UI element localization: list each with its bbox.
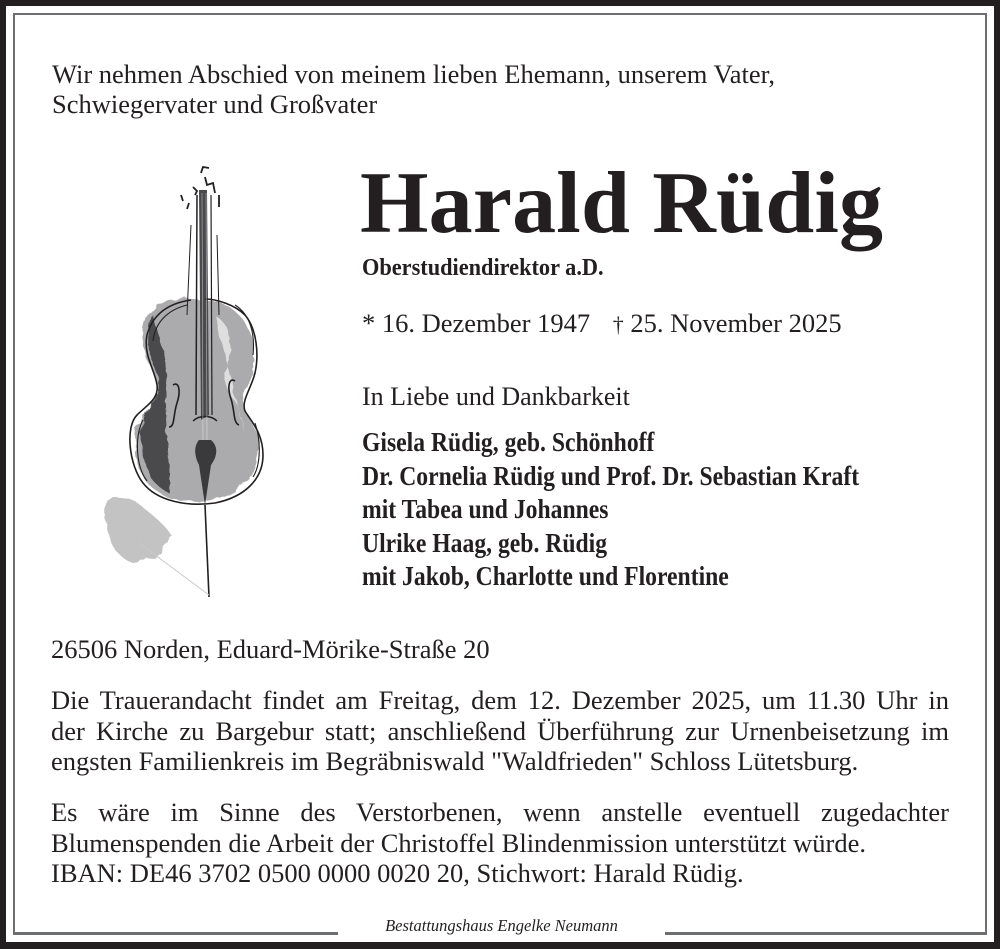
service-paragraph: [51, 685, 949, 777]
life-dates: [362, 308, 842, 339]
deceased-title: Oberstudiendirektor a.D.: [362, 255, 604, 281]
birth-date: 16. Dezember 1947: [381, 308, 591, 338]
family-address: 26506 Norden, Eduard-Mörike-Straße 20: [51, 634, 490, 664]
birth-symbol: *: [362, 308, 376, 338]
service-line: der Kirche zu Bargebur statt; anschließend Überführung zur Urnenbeisetzung im: [51, 715, 949, 746]
intro-text: [52, 60, 775, 119]
mourner-line: mit Jakob, Charlotte und Florentine: [362, 560, 729, 592]
donation-paragraph: [51, 797, 949, 889]
intro-line-1: Wir nehmen Abschied von meinem lieben Ehemann, unserem Vater,: [52, 59, 775, 89]
service-line: engsten Familienkreis im Begräbniswald "Waldfrieden" Schloss Lütetsburg.: [51, 746, 859, 776]
mourner-line: Ulrike Haag, geb. Rüdig: [362, 526, 608, 558]
funeral-home-credit: Bestattungshaus Engelke Neumann: [385, 916, 618, 935]
mourners-list: [362, 425, 859, 593]
donation-line: IBAN: DE46 3702 0500 0000 0020 20, Stichwort: Harald Rüdig.: [51, 858, 744, 888]
mourner-line: Gisela Rüdig, geb. Schönhoff: [362, 426, 655, 457]
donation-line: Blumenspenden die Arbeit der Christoffel Blindenmission unterstützt würde.: [51, 827, 866, 858]
intro-line-2: Schwiegervater und Großvater: [52, 88, 378, 119]
frame-bottom-line-right: [665, 932, 987, 935]
death-date: 25. November 2025: [630, 308, 842, 338]
mourners-intro: In Liebe und Dankbarkeit: [362, 382, 630, 411]
donation-line: Es wäre im Sinne des Verstorbenen, wenn anstelle eventuell zugedachter: [51, 797, 949, 827]
death-symbol: †: [612, 312, 624, 337]
frame-bottom-line-left: [13, 932, 338, 935]
cello-icon: [95, 165, 285, 605]
deceased-name: Harald Rüdig: [360, 155, 884, 252]
mourner-line: Dr. Cornelia Rüdig und Prof. Dr. Sebastian Kraft: [362, 459, 860, 491]
mourner-line: mit Tabea und Johannes: [362, 493, 609, 525]
service-line: Die Trauerandacht findet am Freitag, dem 12. Dezember 2025, um 11.30 Uhr in: [51, 685, 949, 715]
